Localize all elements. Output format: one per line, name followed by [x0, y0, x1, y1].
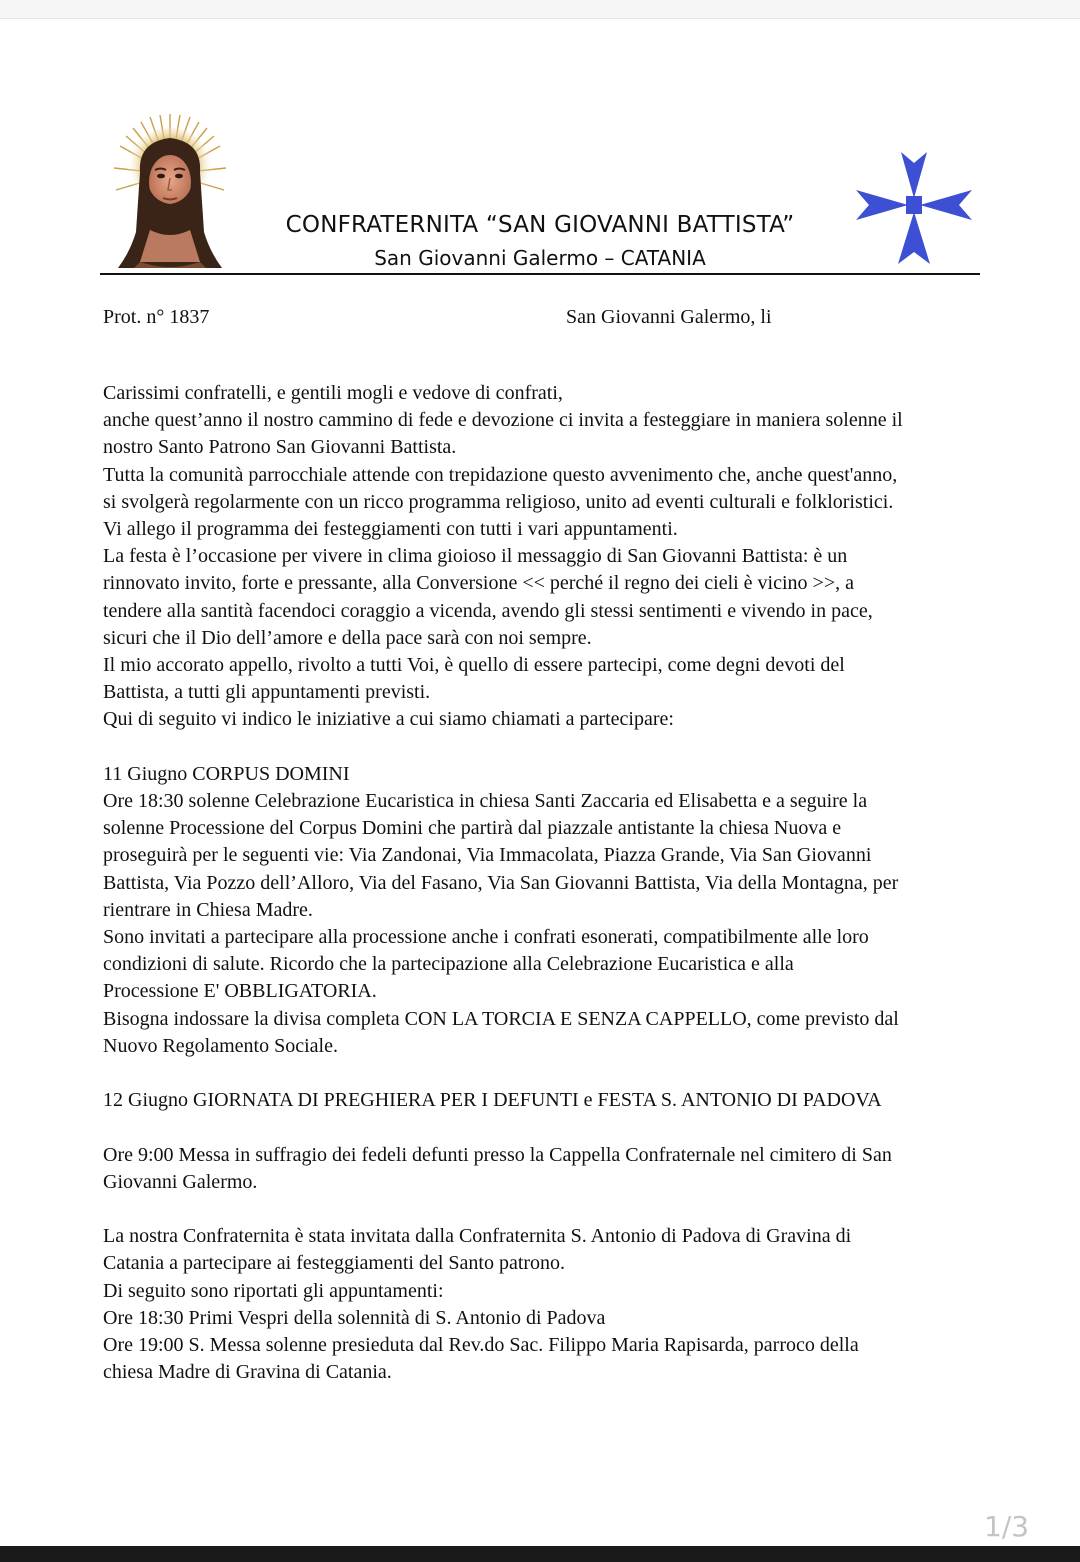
body-line: nostro Santo Patrono San Giovanni Battista.	[103, 436, 457, 459]
body-line: Bisogna indossare la divisa completa CON LA TORCIA E SENZA CAPPELLO, come previsto dal	[103, 1007, 899, 1030]
body-line: rientrare in Chiesa Madre.	[103, 898, 313, 921]
body-line: Ore 18:30 Primi Vespri della solennità di S. Antonio di Padova	[103, 1306, 606, 1329]
letter-body	[103, 380, 983, 1386]
body-line: si svolgerà regolarmente con un ricco programma religioso, unito ad eventi culturali e folkloristici.	[103, 490, 894, 513]
paragraph-gap	[103, 1196, 983, 1223]
body-line: Di seguito sono riportati gli appuntamenti:	[103, 1279, 444, 1302]
protocol-number: Prot. n° 1837	[103, 306, 210, 328]
body-line: rinnovato invito, forte e pressante, alla Conversione << perché il regno dei cieli è vicino >>, a	[103, 572, 854, 595]
paragraph-gap	[103, 1114, 983, 1141]
body-line: Vi allego il programma dei festeggiamenti con tutti i vari appuntamenti.	[103, 518, 678, 541]
place-date: San Giovanni Galermo, li	[566, 306, 772, 328]
organization-title: CONFRATERNITA “SAN GIOVANNI BATTISTA”	[285, 212, 795, 238]
body-line: La nostra Confraternita è stata invitata dalla Confraternita S. Antonio di Padova di Gravina di	[103, 1225, 852, 1248]
body-line: proseguirà per le seguenti vie: Via Zandonai, Via Immacolata, Piazza Grande, Via San Giovanni	[103, 844, 872, 867]
body-line: Ore 18:30 solenne Celebrazione Eucaristica in chiesa Santi Zaccaria ed Elisabetta e a seguire la	[103, 790, 868, 813]
viewer-top-strip	[0, 0, 1080, 19]
body-line: Battista, a tutti gli appuntamenti previsti.	[103, 681, 431, 704]
viewer-bottom-bar	[0, 1546, 1080, 1562]
body-line: Ore 9:00 Messa in suffragio dei fedeli defunti presso la Cappella Confraternale nel cimitero di San	[103, 1143, 892, 1166]
body-line: solenne Processione del Corpus Domini che partirà dal piazzale antistante la chiesa Nuova e	[103, 817, 842, 840]
maltese-cross-icon	[852, 146, 976, 270]
body-line: tendere alla santità facendoci coraggio a vicenda, avendo gli stessi sentimenti e vivendo in pace,	[103, 599, 873, 622]
body-line: La festa è l’occasione per vivere in clima gioioso il messaggio di San Giovanni Battista: è un	[103, 545, 848, 568]
body-line: Il mio accorato appello, rivolto a tutti Voi, è quello di essere partecipi, come degni devoti del	[103, 654, 845, 677]
body-line: sicuri che il Dio dell’amore e della pace sarà con noi sempre.	[103, 626, 592, 649]
saint-head-halo-icon	[110, 112, 230, 272]
body-line: Processione E' OBBLIGATORIA.	[103, 980, 377, 1003]
body-line: Nuovo Regolamento Sociale.	[103, 1034, 338, 1057]
body-line: Qui di seguito vi indico le iniziative a cui siamo chiamati a partecipare:	[103, 708, 674, 731]
organization-subtitle: San Giovanni Galermo – CATANIA	[374, 246, 706, 270]
page-indicator: 1/3	[984, 1510, 1030, 1543]
paragraph-gap	[103, 1060, 983, 1087]
section-heading-corpus-domini: 11 Giugno CORPUS DOMINI	[103, 762, 350, 785]
body-line: Tutta la comunità parrocchiale attende con trepidazione questo avvenimento che, anche quest'anno,	[103, 463, 898, 486]
body-line: Ore 19:00 S. Messa solenne presieduta dal Rev.do Sac. Filippo Maria Rapisarda, parroco della	[103, 1334, 859, 1357]
body-line: anche quest’anno il nostro cammino di fede e devozione ci invita a festeggiare in maniera solenne il	[103, 409, 903, 432]
body-line: Catania a partecipare ai festeggiamenti del Santo patrono.	[103, 1252, 566, 1275]
paragraph-gap	[103, 734, 983, 761]
body-line: Battista, Via Pozzo dell’Alloro, Via del Fasano, Via San Giovanni Battista, Via della Montagna, per	[103, 871, 899, 894]
body-line: chiesa Madre di Gravina di Catania.	[103, 1361, 392, 1384]
header-divider	[100, 273, 980, 275]
body-line: Giovanni Galermo.	[103, 1170, 258, 1193]
body-line: Sono invitati a partecipare alla processione anche i confrati esonerati, compatibilmente alle loro	[103, 926, 869, 949]
section-heading-defunti: 12 Giugno GIORNATA DI PREGHIERA PER I DEFUNTI e FESTA S. ANTONIO DI PADOVA	[103, 1089, 882, 1112]
body-line: condizioni di salute. Ricordo che la partecipazione alla Celebrazione Eucaristica e alla	[103, 953, 794, 976]
document-page	[0, 18, 1080, 1546]
body-line: Carissimi confratelli, e gentili mogli e vedove di confrati,	[103, 382, 563, 404]
